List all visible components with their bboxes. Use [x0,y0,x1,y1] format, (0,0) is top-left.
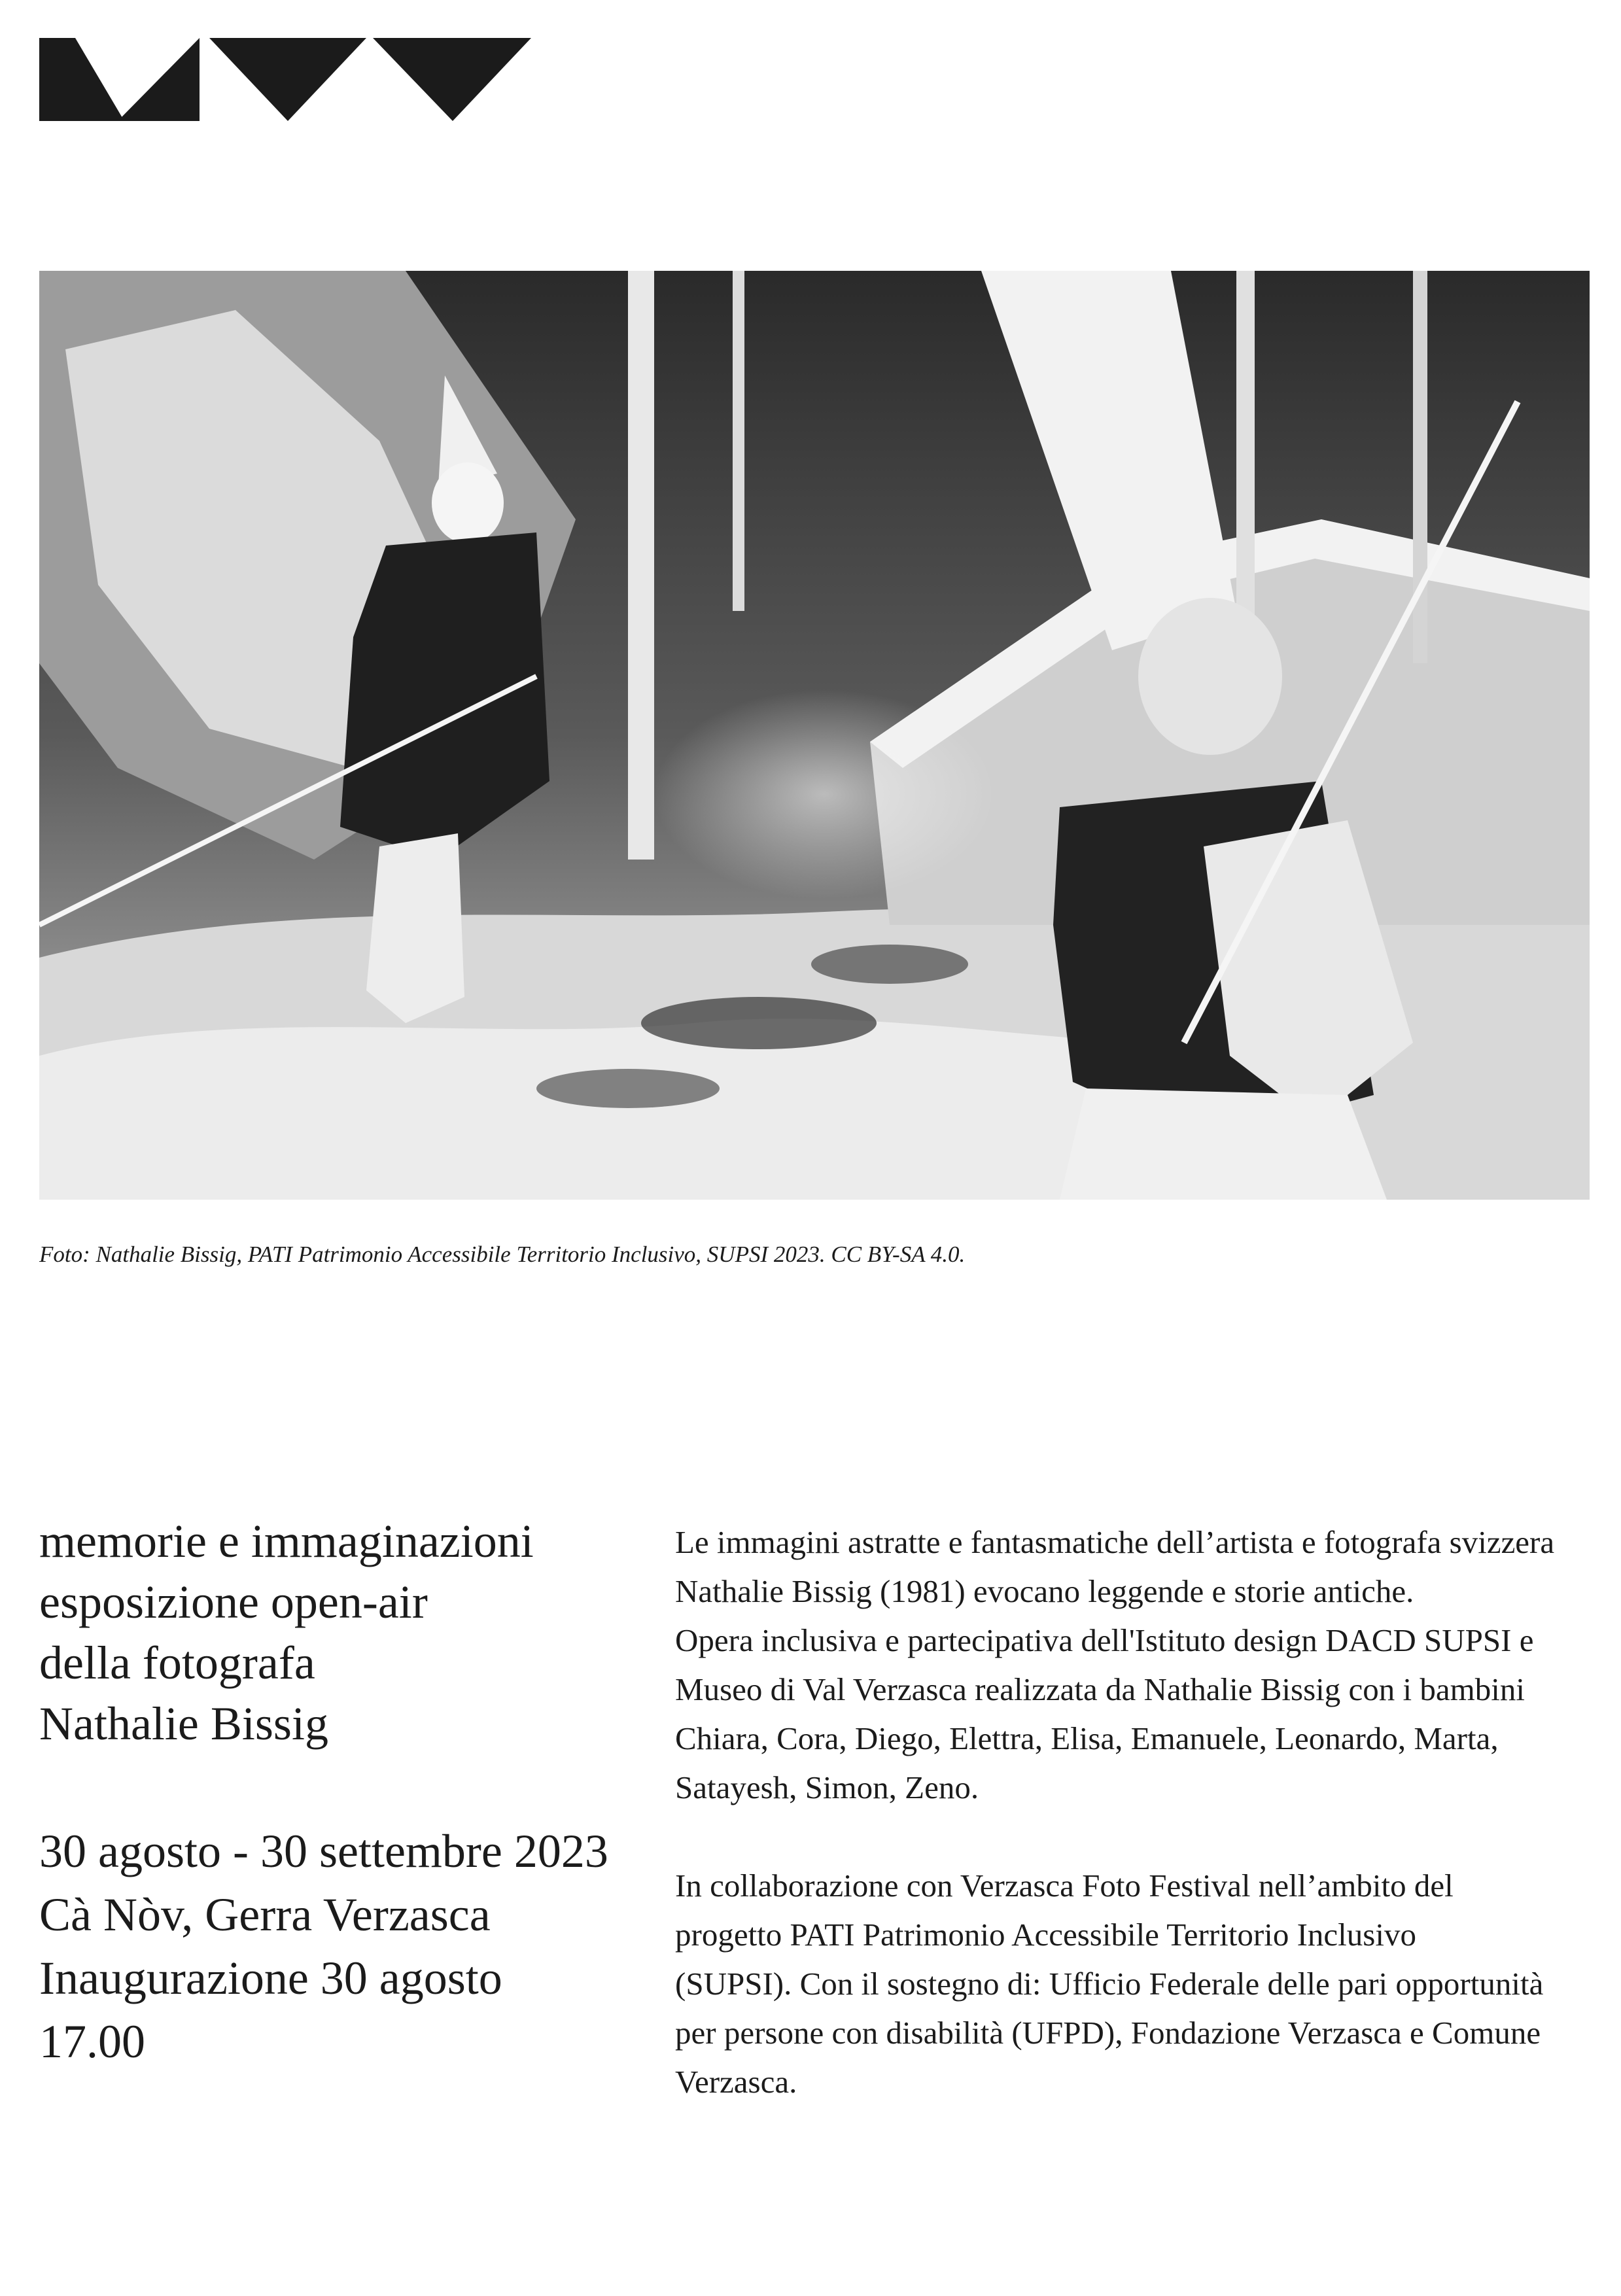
title-line: esposizione open-air [39,1576,428,1628]
logo-middle-triangle [209,38,366,121]
event-dates: 30 agosto - 30 settembre 2023 [39,1825,608,1877]
description-line: Satayesh, Simon, Zeno. [675,1769,979,1805]
event-details [39,1820,648,2074]
event-opening: Inaugurazione 30 agosto [39,1952,502,2004]
description-line: progetto PATI Patrimonio Accessibile Territorio Inclusivo [675,1917,1416,1953]
title-line: memorie e immaginazioni [39,1515,534,1567]
logo-left-mark [39,38,124,121]
description-line: Opera inclusiva e partecipativa dell'Istituto design DACD SUPSI e [675,1622,1534,1658]
exhibition-title [39,1511,648,1754]
logo [39,38,531,121]
description-line: (SUPSI). Con il sostegno di: Ufficio Federale delle pari opportunità [675,1966,1544,2002]
photo-glow [654,689,994,899]
description-line: Le immagini astratte e fantasmatiche dell’artista e fotografa svizzera [675,1524,1555,1560]
photo-shadow [641,997,877,1049]
description-paragraph-1 [675,1518,1590,1812]
description-line: In collaborazione con Verzasca Foto Festival nell’ambito del [675,1868,1454,1904]
photo-caption: Foto: Nathalie Bissig, PATI Patrimonio Accessibile Territorio Inclusivo, SUPSI 2023. CC BY-SA 4.0. [39,1242,966,1267]
title-line: della fotografa [39,1637,315,1689]
photo-figure-left-head [432,462,504,544]
photo-figure-right-skirt [1060,1088,1387,1200]
event-info [39,1511,648,2074]
event-location: Cà Nòv, Gerra Verzasca [39,1888,491,1941]
event-opening-time: 17.00 [39,2015,145,2068]
description-line: per persone con disabilità (UFPD), Fondazione Verzasca e Comune [675,2015,1541,2051]
description-line: Verzasca. [675,2064,797,2100]
logo-right-triangle [373,38,531,121]
photo-tree [733,271,744,611]
photo-figure-left-legs [366,833,464,1023]
photo-tree [628,271,654,860]
photo-figure-right-head [1138,598,1282,755]
photo-shadow [811,945,968,984]
exhibition-photo [39,271,1590,1200]
description [675,1518,1590,2106]
title-line: Nathalie Bissig [39,1697,328,1750]
photo-shadow [536,1069,720,1108]
logo-right-bar [118,38,200,121]
description-line: Chiara, Cora, Diego, Elettra, Elisa, Emanuele, Leonardo, Marta, [675,1720,1499,1756]
description-line: Museo di Val Verzasca realizzata da Nathalie Bissig con i bambini [675,1671,1525,1707]
description-line: Nathalie Bissig (1981) evocano leggende e storie antiche. [675,1573,1414,1609]
description-paragraph-2 [675,1861,1590,2106]
